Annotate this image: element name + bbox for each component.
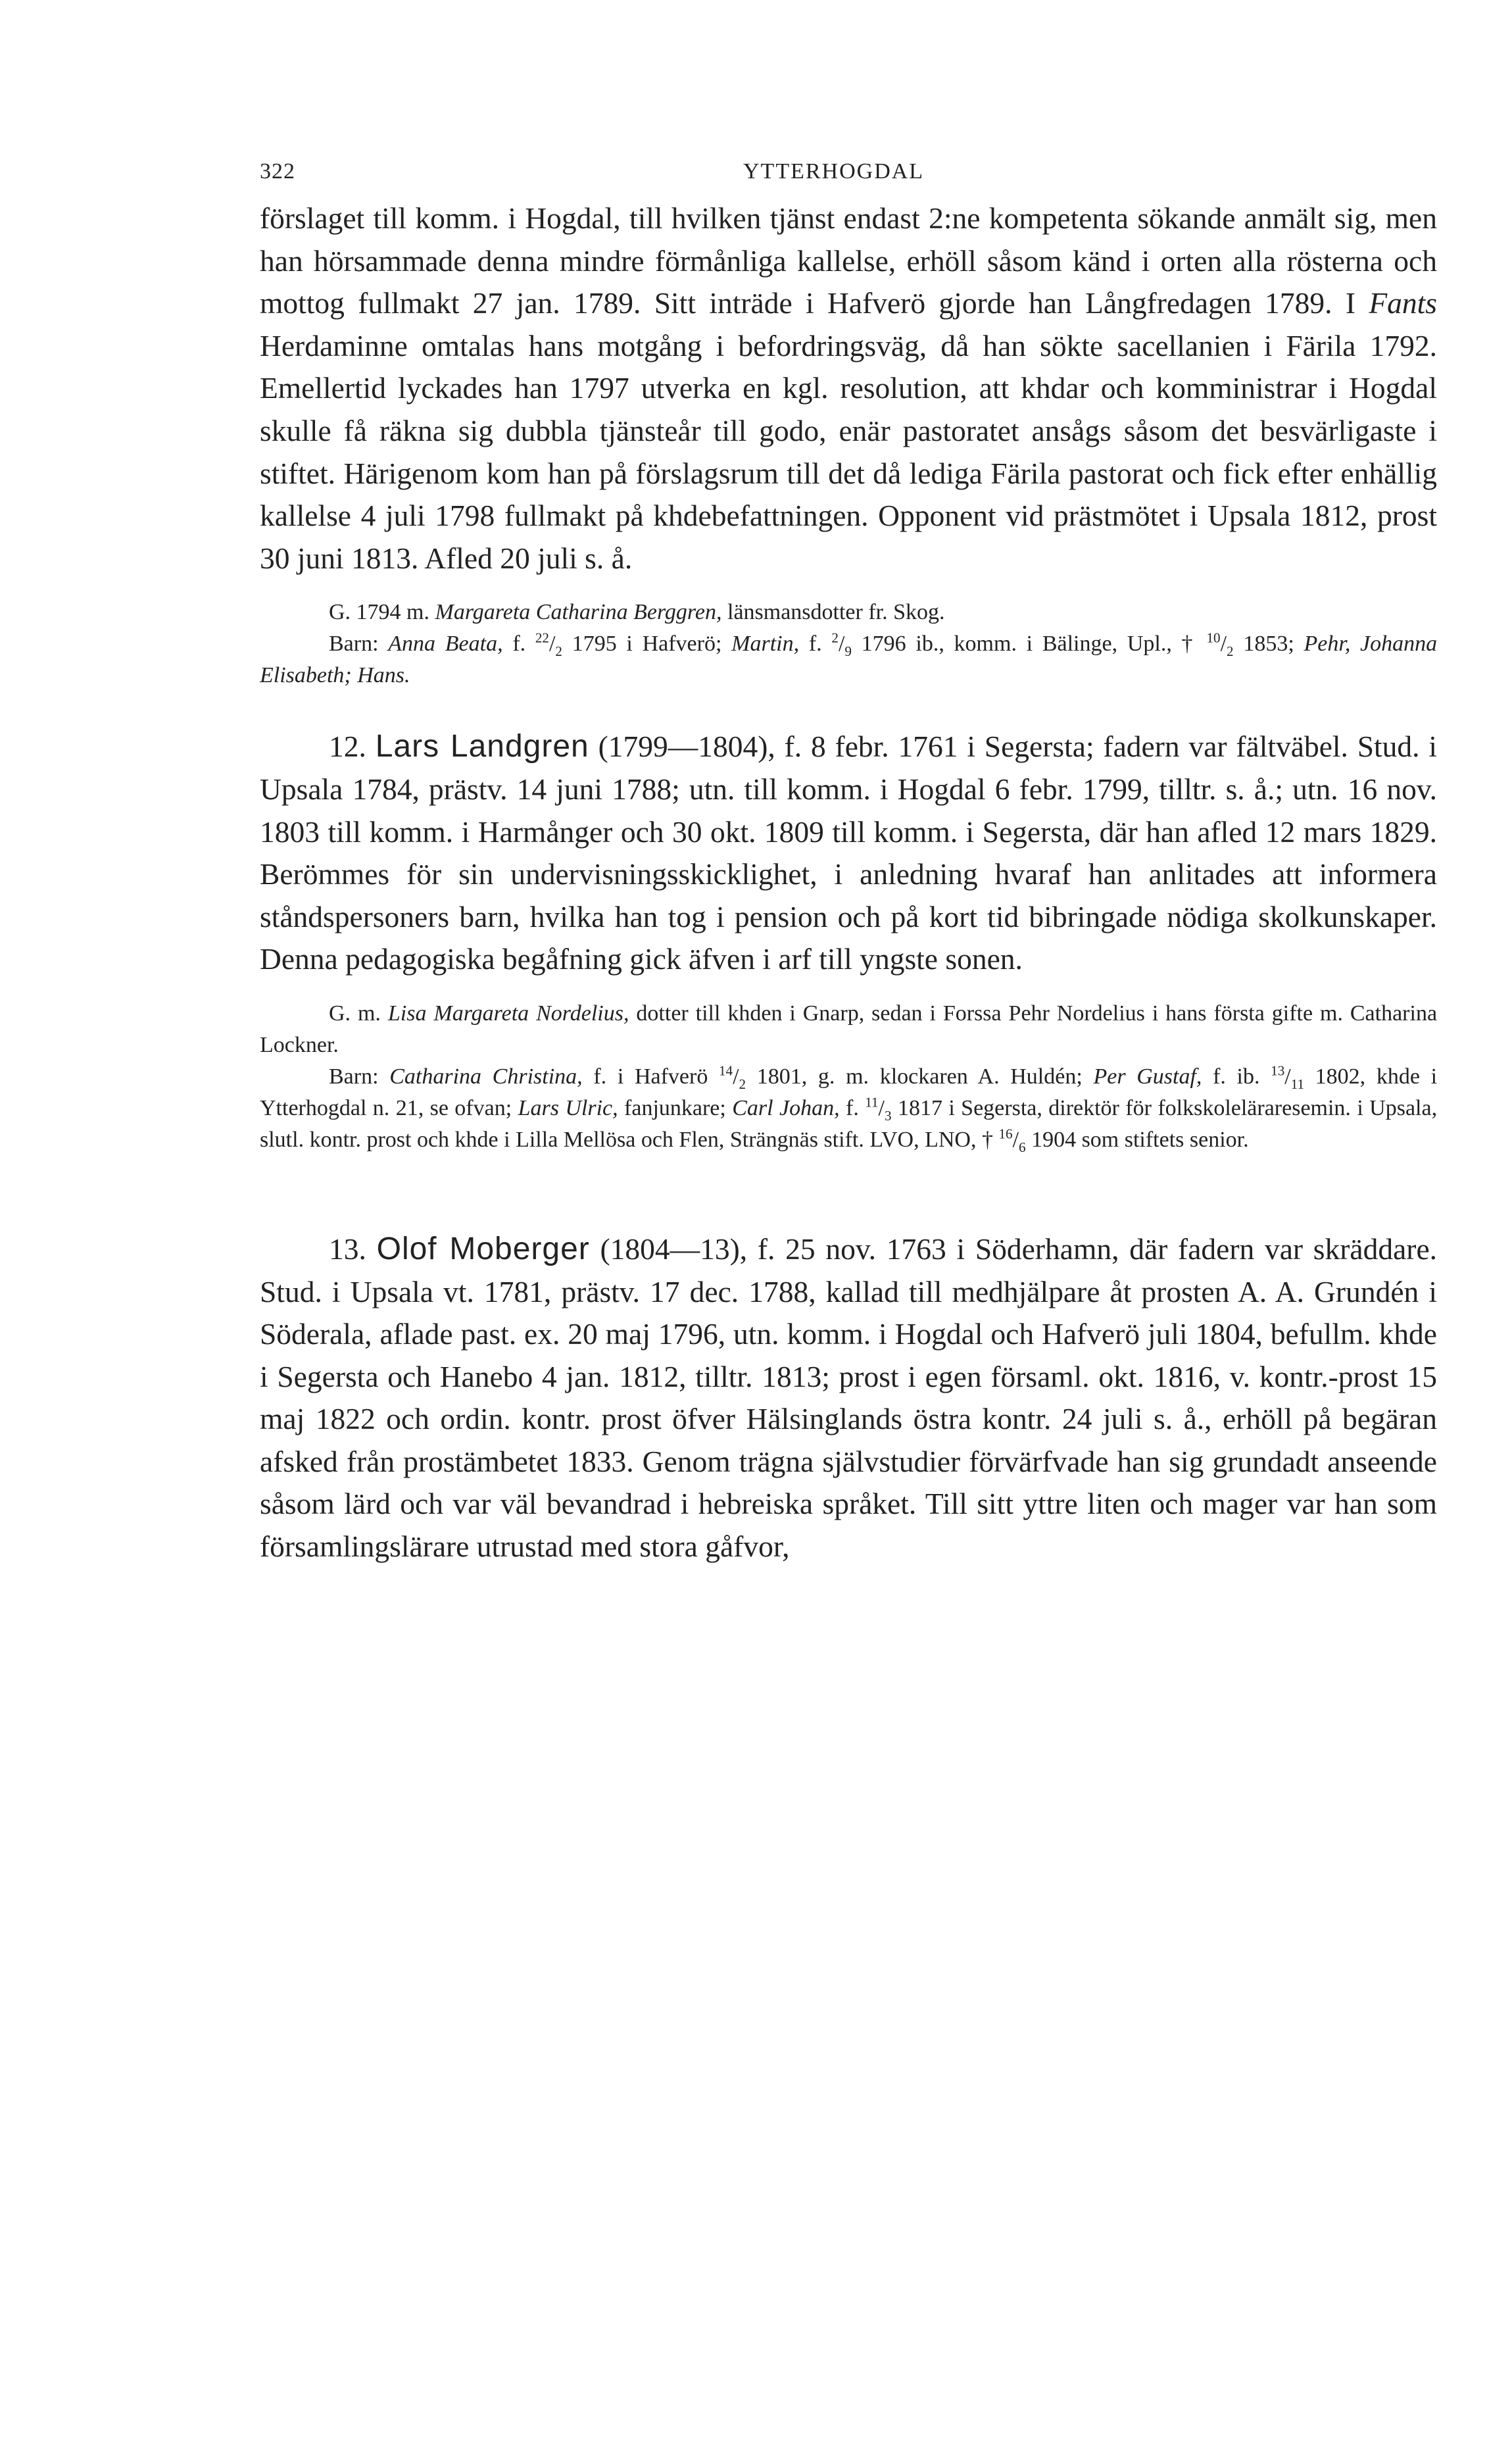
spouse-name: Margareta Catharina Berggren, — [435, 600, 722, 625]
person-name: Lars Landgren — [375, 729, 589, 764]
children-line: Barn: Catharina Christina, f. i Hafverö $^{14}/_2$ 1801, g. m. klockaren A. Huldén; Per Gustaf, f. ib. $^{13}/_{11}$ 1802, khde i Ytterhogdal n. 21, se ofvan; Lars Ulric, fanjunkare; Carl Johan, f. $^{11}/_3$ 1817 i Segersta, direktör för folkskoleläraresemin. i Upsala, slutl. kontr. prost och khde i Lilla Mellösa och Flen, Strängnäs stift. LVO, LNO, † $^{16}/_6$ 1904 som stiftets senior. — [260, 1062, 1438, 1155]
entry-13 — [260, 1228, 1437, 1568]
marriage-line — [260, 597, 1437, 628]
note-text: 1795 i Hafverö; — [572, 632, 722, 657]
note-text: G. m. — [329, 1001, 381, 1026]
note-text: 1904 som stiftets senior. — [1031, 1127, 1249, 1152]
entry-text: (1799—1804), f. 8 febr. 1761 i Segersta; fadern var fältväbel. Stud. i Upsala 1784, prästv. 14 juni 1788; utn. till komm. i Hogdal 6 febr. 1799, tilltr. s. å.; utn. 16 nov. 1803 till komm. i Harmånger och 30 okt. 1809 till komm. i Segersta, där han afled 12 mars 1829. Berömmes för sin undervisningsskicklighet, i anledning hvaraf han anlitades att informera ståndspersoners barn, hvilka han tog i pension och på kort tid bibringade nödiga skolkunskaper. Denna pedagogiska begåfning gick äfven i arf till yngste sonen. — [260, 730, 1438, 976]
note-text: f. i Hafverö — [593, 1064, 708, 1089]
children-line: Barn: Anna Beata, f. $^{22}/_2$ 1795 i Hafverö; Martin, f. $^2/_9$ 1796 ib., komm. i Bälinge, Upl., † $^{10}/_2$ 1853; Pehr, Johanna Elisabeth; Hans. — [260, 630, 1438, 688]
child-name: Carl Johan, — [732, 1095, 840, 1120]
date-day: 11 — [865, 1094, 879, 1110]
italic-author-name: Fants — [1369, 286, 1438, 320]
date-day: 22 — [535, 630, 549, 647]
page-header — [260, 151, 1437, 197]
date-month: 2 — [555, 643, 562, 660]
note-text: dotter till khden i Gnarp, sedan i Forssa Pehr Nordelius i hans första gifte m. Catharina Lockner. — [260, 1001, 1438, 1057]
person-name: Olof Moberger — [376, 1231, 590, 1266]
note-text: 1802, khde i Ytterhogdal n. 21, se ofvan; — [260, 1064, 1438, 1120]
child-name: Catharina Christina, — [389, 1064, 583, 1089]
note-text: 1817 i Segersta, direktör för folkskoleläraresemin. i Upsala, slutl. kontr. prost och khde i Lilla Mellösa och Flen, Strängnäs stift. LVO, LNO, † — [260, 1095, 1438, 1152]
entry-number: 12. — [329, 730, 366, 764]
book-page — [260, 151, 1437, 1568]
note-text: 1796 ib., komm. i Bälinge, Upl., † — [861, 632, 1197, 657]
date-month: 2 — [1227, 643, 1234, 660]
child-name: Anna Beata, — [388, 632, 503, 657]
note-text: f. — [512, 632, 526, 657]
note-text: Barn: — [329, 632, 379, 657]
date-month: 6 — [1019, 1139, 1026, 1155]
note-text: G. 1794 m. — [329, 600, 429, 625]
family-note-2 — [260, 998, 1437, 1156]
paragraph-text-rest: Herdaminne omtalas hans motgång i befordringsväg, då han sökte sacellanien i Färila 1792. Emellertid lyckades han 1797 utverka en kgl. resolution, att khdar och komministrar i Hogdal skulle få räkna sig dubbla tjänsteår till godo, enär pastoratet ansågs såsom det besvärligaste i stiftet. Härigenom kom han på förslagsrum till det då lediga Färila pastorat och fick efter enhällig kallelse 4 juli 1798 fullmakt på khdebefattningen. Opponent vid prästmötet i Upsala 1812, prost 30 juni 1813. Afled 20 juli s. å. — [260, 328, 1437, 575]
date-day: 13 — [1271, 1062, 1285, 1079]
child-names: Pehr, Johanna Elisabeth; Hans. — [260, 632, 1438, 688]
date-day: 14 — [719, 1062, 733, 1079]
paragraph-continuation — [260, 197, 1437, 580]
note-text: 1853; — [1243, 632, 1294, 657]
paragraph-text: förslaget till komm. i Hogdal, till hvilken tjänst endast 2:ne kompetenta sökande anmält sig, men han hörsammade denna mindre förmånliga kallelse, erhöll såsom känd i orten alla rösterna och mottog fullmakt 27 jan. 1789. Sitt inträde i Hafverö gjorde han Långfredagen 1789. I — [260, 201, 1437, 320]
entry-12 — [260, 726, 1437, 981]
page-number: 322 — [260, 159, 295, 184]
note-text: fanjunkare; — [624, 1095, 726, 1120]
date-day: 2 — [831, 630, 839, 647]
date-month: 9 — [844, 643, 852, 660]
date-month: 3 — [884, 1107, 892, 1124]
entry-number: 13. — [329, 1232, 366, 1266]
entry-text: (1804—13), f. 25 nov. 1763 i Söderhamn, där fadern var skräddare. Stud. i Upsala vt. 1781, prästv. 17 dec. 1788, kallad till medhjälpare åt prosten A. A. Grundén i Söderala, aflade past. ex. 20 maj 1796, utn. komm. i Hogdal och Hafverö juli 1804, befullm. khde i Segersta och Hanebo 4 jan. 1812, tilltr. 1813; prost i egen församl. okt. 1816, v. kontr.-prost 15 maj 1822 och ordin. kontr. prost öfver Hälsinglands östra kontr. 24 juli s. å., erhöll på begäran afsked från prostämbetet 1833. Genom trägna självstudier förvärfvade han sig grundadt anseende såsom lärd och var väl bevandrad i hebreiska språket. Till sitt yttre liten och mager var han som församlingslärare utrustad med stora gåfvor, — [260, 1232, 1438, 1564]
date-day: 16 — [998, 1126, 1013, 1142]
note-text: f. — [808, 632, 822, 657]
running-title: YTTERHOGDAL — [743, 159, 925, 184]
child-name: Lars Ulric, — [518, 1095, 618, 1120]
note-text: länsmansdotter fr. Skog. — [727, 600, 945, 625]
child-name: Per Gustaf, — [1093, 1064, 1202, 1089]
date-month: 11 — [1290, 1076, 1304, 1092]
family-note-1 — [260, 597, 1437, 691]
marriage-line — [260, 998, 1437, 1061]
child-name: Martin, — [731, 632, 800, 657]
date-month: 2 — [739, 1076, 746, 1092]
note-text: f. ib. — [1213, 1064, 1260, 1089]
note-text: f. — [846, 1095, 859, 1120]
spouse-name: Lisa Margareta Nordelius, — [387, 1001, 629, 1026]
note-text: 1801, g. m. klockaren A. Huldén; — [756, 1064, 1083, 1089]
note-text: Barn: — [329, 1064, 379, 1089]
date-day: 10 — [1206, 630, 1221, 647]
